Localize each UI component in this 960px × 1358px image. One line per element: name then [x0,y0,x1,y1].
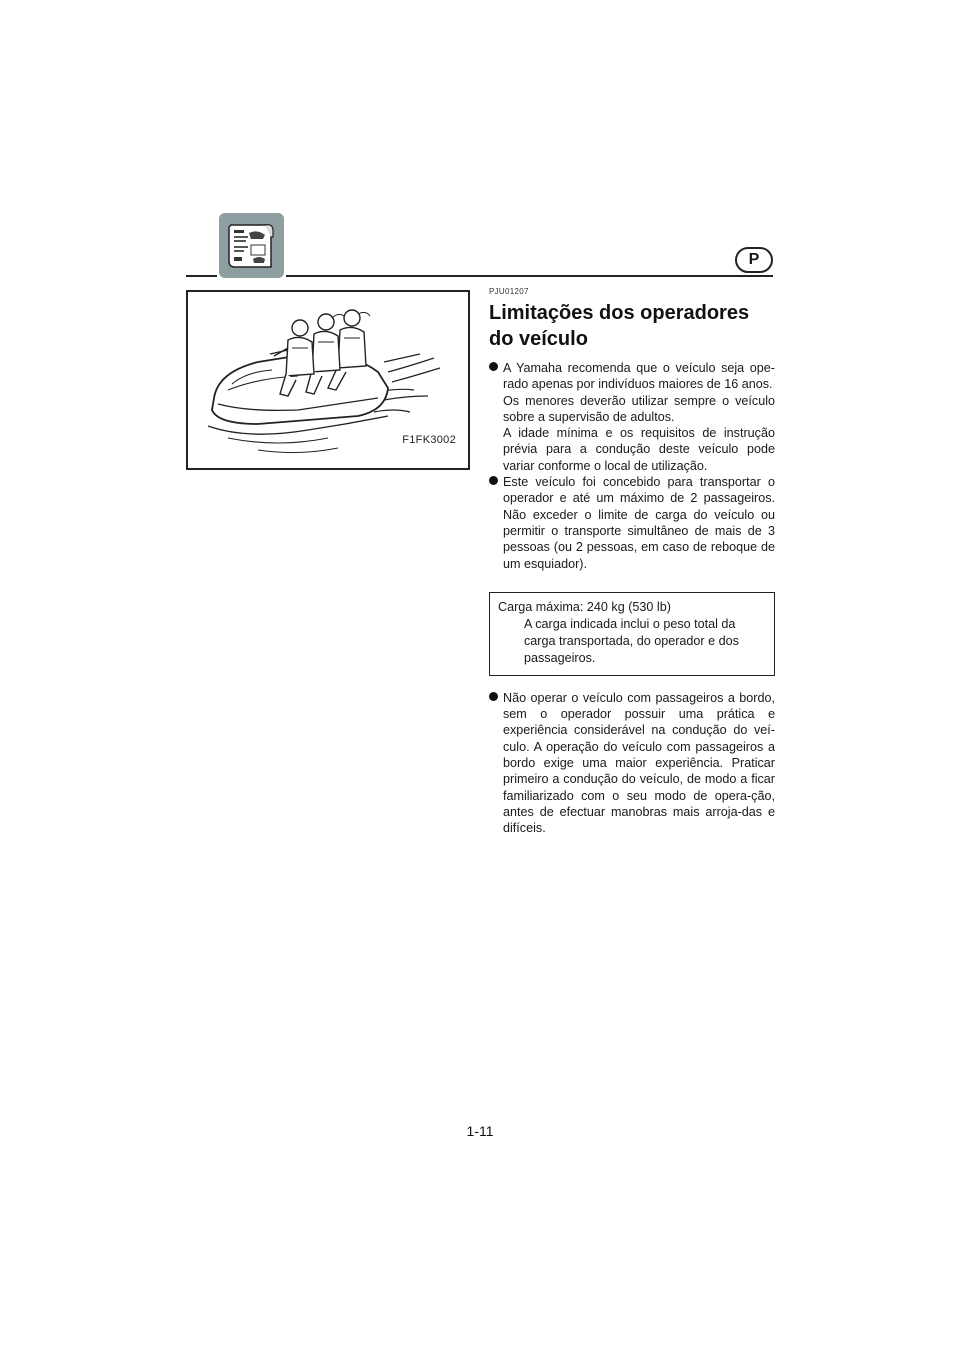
bullet-paragraph: Não operar o veículo com passageiros a bordo, sem o operador possuir uma prática e experiência considerável na condução do veí-culo. A operação do veículo com passageiros a bordo exige uma maior experiência. Praticar primeiro a condução do veículo, de modo a ficar familiarizado com o seu modo de opera-ção, antes de efectuar manobras mais arroja-das e difíceis. [503,690,775,836]
bullet-paragraph: Este veículo foi concebido para transportar o operador e até um máximo de 2 passageiros. Não exceder o limite de carga do veículo ou permitir o transporte simultâneo de mais de 3 pessoas (ou 2 pessoas, em caso de reboque de um esquiador). [503,475,775,571]
max-load-box [489,592,775,676]
bullet-dot-icon [489,362,498,371]
bullet-item [489,360,775,474]
figure-code: F1FK3002 [402,434,456,446]
header-rule-right [286,275,773,277]
section-content [489,287,775,837]
max-load-detail: A carga indicada inclui o peso total da carga transportada, do operador e dos passageiros. [524,616,739,665]
language-badge: P [735,247,773,273]
doc-code: PJU01207 [489,287,529,296]
bullet-item [489,690,775,837]
bullet-paragraph: Os menores deverão utilizar sempre o veículo sobre a supervisão de adultos. [503,393,775,424]
bullet-item [489,474,775,572]
bullet-dot-icon [489,476,498,485]
watercraft-illustration [186,290,470,470]
bullet-dot-icon [489,692,498,701]
bullet-paragraph: A Yamaha recomenda que o veículo seja ope-rado apenas por indivíduos maiores de 16 anos. [503,361,775,392]
header-rule-left [186,275,217,277]
bullet-paragraph: A idade mínima e os requisitos de instrução prévia para a condução deste veículo pode variar conforme o local de utilização. [503,426,775,473]
max-load-label: Carga máxima: 240 kg (530 lb) [498,599,671,614]
section-title: Limitações dos operadores do veículo [489,302,750,350]
manual-book-icon [219,213,284,278]
page-number: 1-11 [466,1123,494,1139]
